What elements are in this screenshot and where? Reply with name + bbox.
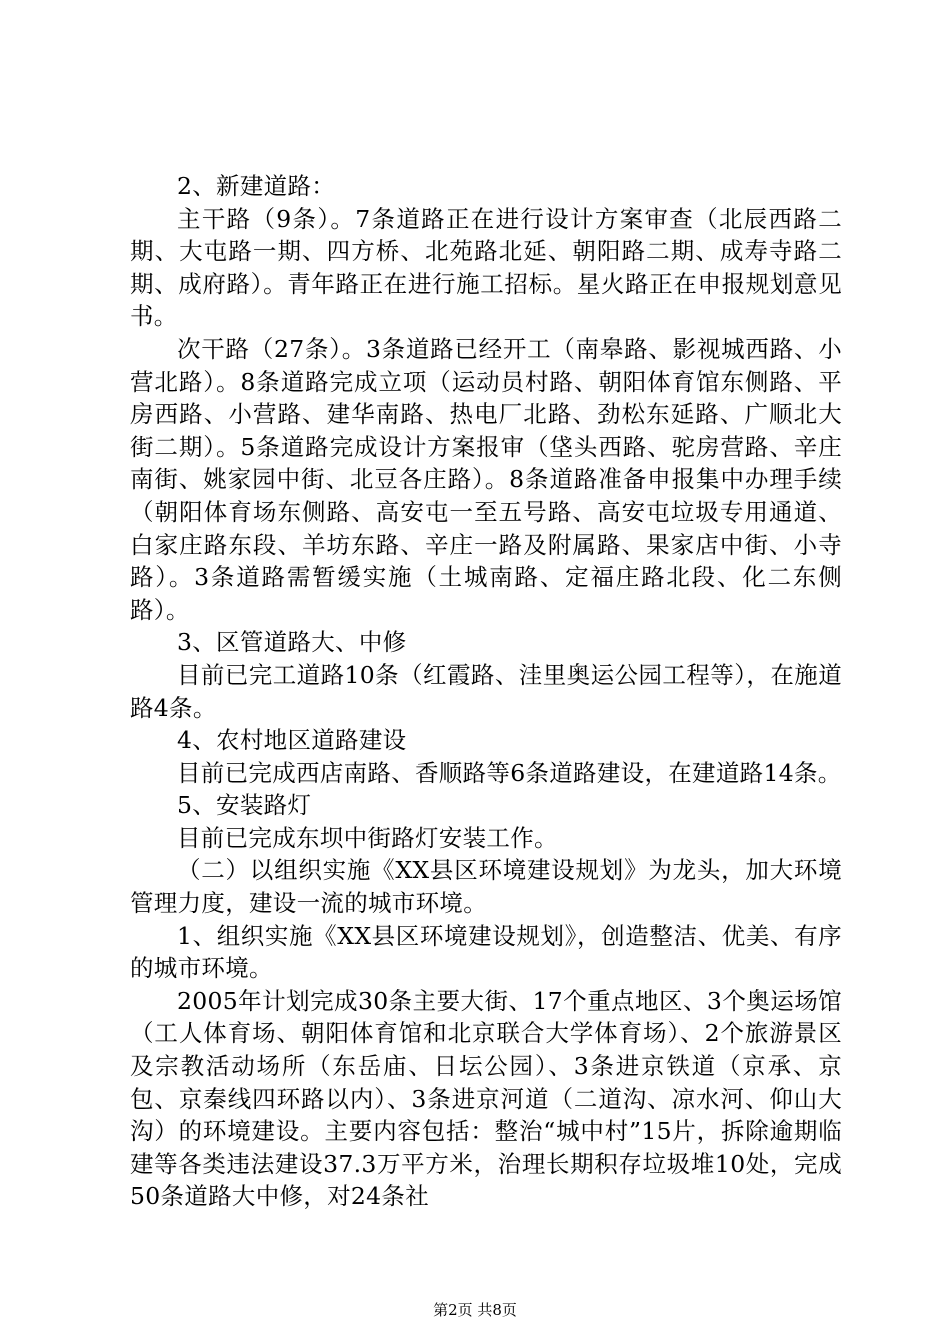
heading-street-lights: 5、安装路灯 [177, 791, 312, 820]
heading-district-road-repair: 3、区管道路大、中修 [177, 628, 407, 657]
paragraph-2005-plan: 2005年计划完成30条主要大街、17个重点地区、3个奥运场馆（工人体育场、朝阳体育馆和北京联合大学体育场）、2个旅游景区及宗教活动场所（东岳庙、日坛公园）、3条进京铁道（京承、京包、京秦线四环路以内）、3条进京河道（二道沟、凉水河、仰山大沟）的环境建设。主要内容包括：整治“城中村”15片，拆除逾期临建等各类违法建设37.3万平方米，治理长期积存垃圾堆10处，完成50条道路大中修，对24条社 [130, 986, 842, 1211]
heading-environment-plan: （二）以组织实施《XX县区环境建设规划》为龙头，加大环境管理力度，建设一流的城市环境。 [130, 856, 842, 918]
paragraph-district-road-repair: 目前已完工道路10条（红霞路、洼里奥运公园工程等），在施道路4条。 [130, 660, 842, 722]
paragraph-street-lights: 目前已完成东坝中街路灯安装工作。 [177, 823, 558, 852]
heading-implement-plan: 1、组织实施《XX县区环境建设规划》，创造整洁、优美、有序的城市环境。 [130, 921, 842, 983]
paragraph-rural-roads: 目前已完成西店南路、香顺路等6条道路建设，在建道路14条。 [177, 758, 842, 787]
heading-new-roads: 2、新建道路： [177, 172, 336, 200]
paragraph-main-roads: 主干路（9条）。7条道路正在进行设计方案审查（北辰西路二期、大屯路一期、四方桥、北苑路北延、朝阳路二期、成寿寺路二期、成府路）。青年路正在进行施工招标。星火路正在申报规划意见书。 [130, 204, 842, 331]
paragraph-secondary-roads: 次干路（27条）。3条道路已经开工（南皋路、影视城西路、小营北路）。8条道路完成立项（运动员村路、朝阳体育馆东侧路、平房西路、小营路、建华南路、热电厂北路、劲松东延路、广顺北大街二期）。5条道路完成设计方案报审（垡头西路、驼房营路、辛庄南街、姚家园中街、北豆各庄路）。8条道路准备申报集中办理手续（朝阳体育场东侧路、高安屯一至五号路、高安屯垃圾专用通道、白家庄路东段、羊坊东路、辛庄一路及附属路、果家店中街、小寺路）。3条道路需暂缓实施（土城南路、定福庄路北段、化二东侧路）。 [130, 334, 842, 624]
heading-rural-roads: 4、农村地区道路建设 [177, 726, 407, 755]
page-number-footer: 第2页 共8页 [433, 1301, 517, 1319]
document-body [130, 170, 842, 1213]
